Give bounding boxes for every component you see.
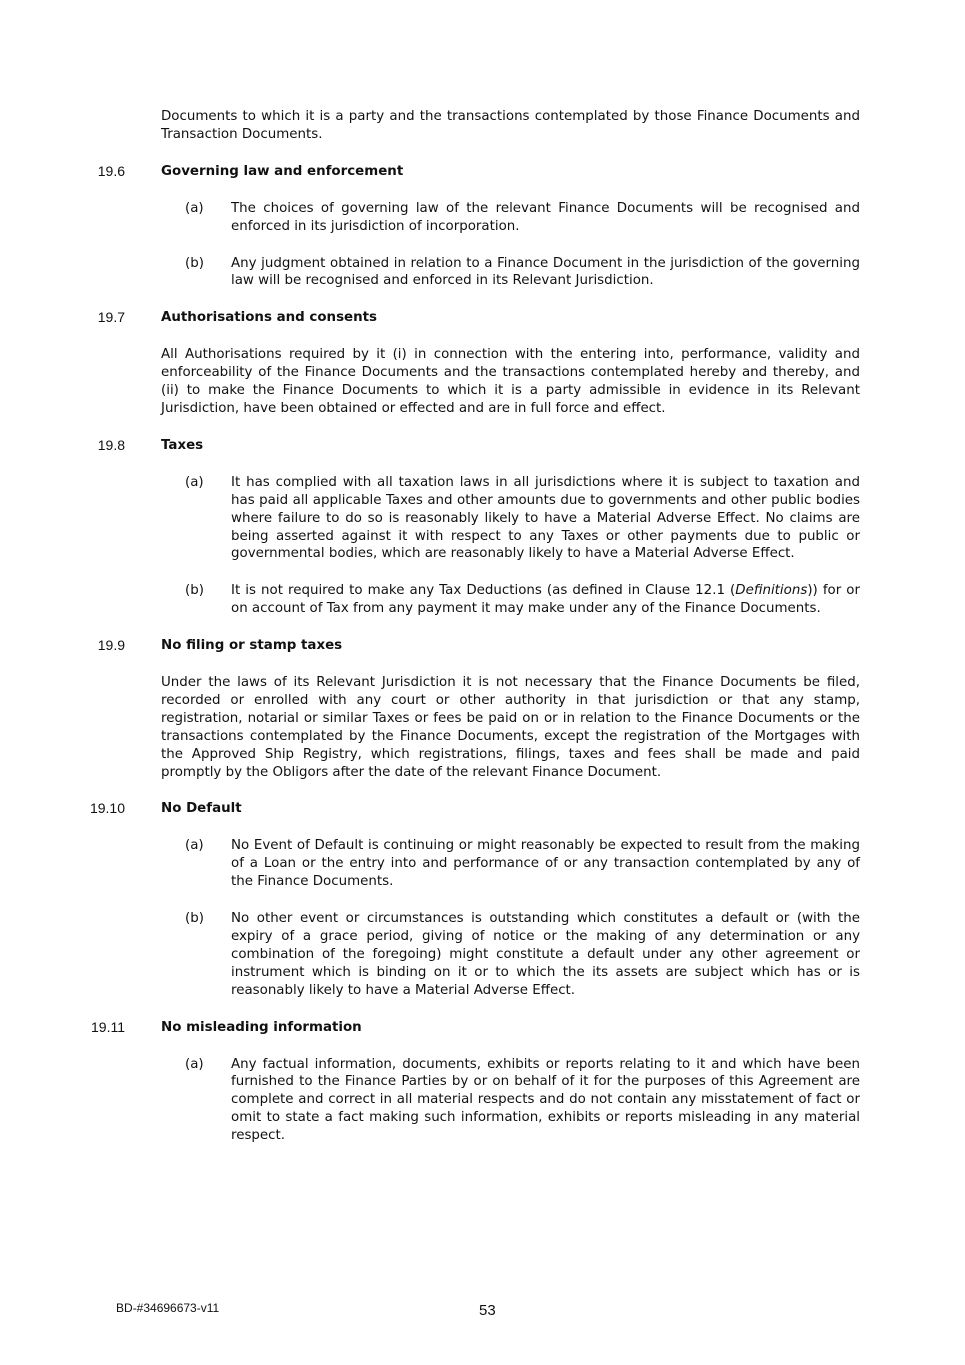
clause-19-10-a bbox=[185, 837, 860, 891]
clause-19-10-b bbox=[185, 910, 860, 1000]
clause-label: (b) bbox=[185, 255, 204, 271]
footer-document-id: BD-#34696673-v11 bbox=[116, 1301, 220, 1315]
section-heading-19-10 bbox=[89, 800, 965, 818]
document-page bbox=[0, 108, 965, 1164]
section-heading-19-9 bbox=[97, 637, 965, 655]
section-title: Authorisations and consents bbox=[161, 310, 378, 326]
section-title: Governing law and enforcement bbox=[161, 163, 404, 179]
section-title: No filing or stamp taxes bbox=[161, 638, 343, 654]
clause-text: No other event or circumstances is outstanding which constitutes a default or (with the expiry of a grace period, giving of notice or the making of any determination or any combination of the foregoing) might constitute a default under any other agreement or instrument which is binding on it or to which the its assets are subject which has or is reasonably likely to have a Material Adverse Effect. bbox=[231, 911, 860, 998]
clause-text: The choices of governing law of the relevant Finance Documents will be recognised and enforced in its jurisdiction of incorporation. bbox=[231, 200, 860, 234]
clause-19-6-a bbox=[185, 200, 860, 236]
section-number: 19.10 bbox=[89, 800, 125, 817]
definitions-reference: Definitions bbox=[735, 583, 808, 599]
clause-text: Any factual information, documents, exhibits or reports relating to it and which have been furnished to the Finance Parties by or on behalf of it for the purposes of this Agreement are complete and correct in all material respects and do not contain any misstatement of fact or omit to state a fact making such information, exhibits or reports misleading in any material respect. bbox=[231, 1056, 860, 1144]
clause-19-11-a bbox=[185, 1056, 860, 1146]
section-19-7-text: All Authorisations required by it (i) in connection with the entering into, performance, validity and enforceability of the Finance Documents and the transactions contemplated hereby and thereby, and (ii) to make the Finance Documents to which it is a party admissible in evidence in its Relevant Jurisdiction, have been obtained or effected and are in full force and effect. bbox=[161, 347, 860, 416]
clause-label: (b) bbox=[185, 911, 204, 927]
clause-19-8-b bbox=[185, 582, 860, 618]
clause-label: (a) bbox=[185, 838, 204, 854]
section-title: No misleading information bbox=[161, 1019, 362, 1035]
section-19-9-text: Under the laws of its Relevant Jurisdiction it is not necessary that the Finance Documents be filed, recorded or enrolled with any court or other authority in that jurisdiction or that any stamp, registration, notarial or similar Taxes or fees be paid on or in relation to the Finance Documents or the transactions contemplated by the Finance Documents, except the registration of the Mortgages with the Approved Ship Registry, which registrations, filings, taxes and fees shall be made and paid promptly by the Obligors after the date of the relevant Finance Document. bbox=[161, 675, 860, 780]
clause-text: Any judgment obtained in relation to a Finance Document in the jurisdiction of the governing law will be recognised and enforced in its Relevant Jurisdiction. bbox=[231, 255, 860, 289]
clause-text: It is not required to make any Tax Deductions (as defined in Clause 12.1 ( bbox=[231, 583, 736, 599]
clause-19-6-b bbox=[185, 255, 860, 291]
section-heading-19-8 bbox=[97, 436, 965, 455]
clause-label: (b) bbox=[185, 583, 204, 599]
section-number: 19.7 bbox=[97, 309, 125, 326]
section-title: No Default bbox=[161, 801, 242, 817]
section-title: Taxes bbox=[161, 437, 204, 453]
section-heading-19-11 bbox=[91, 1018, 965, 1037]
clause-19-8-a bbox=[185, 474, 860, 564]
section-heading-19-6 bbox=[97, 162, 965, 181]
clause-text: No Event of Default is continuing or might reasonably be expected to result from the making of a Loan or the entry into and performance of or any transaction contemplated by any of the Finance Documents. bbox=[231, 838, 860, 890]
section-heading-19-7 bbox=[97, 309, 965, 327]
clause-label: (a) bbox=[185, 1056, 204, 1072]
section-number: 19.8 bbox=[97, 436, 125, 453]
clause-text-cont: )) for or on account of Tax from any payment it may make under any of the Finance Documents. bbox=[231, 583, 860, 617]
clause-label: (a) bbox=[185, 200, 204, 216]
section-number: 19.9 bbox=[97, 637, 125, 654]
intro-paragraph: Documents to which it is a party and the transactions contemplated by those Finance Documents and Transaction Documents. bbox=[161, 109, 860, 142]
section-number: 19.11 bbox=[91, 1018, 125, 1035]
section-number: 19.6 bbox=[97, 162, 125, 179]
clause-text: It has complied with all taxation laws in all jurisdictions where it is subject to taxation and has paid all applicable Taxes and other amounts due to governments and other public bodies where failure to do so is reasonably likely to have a Material Adverse Effect. No claims are being asserted against it with respect to any Taxes or other payments due to public or governmental bodies, which are reasonably likely to have a Material Adverse Effect. bbox=[231, 474, 860, 562]
clause-label: (a) bbox=[185, 474, 204, 490]
page-number: 53 bbox=[479, 1302, 496, 1319]
